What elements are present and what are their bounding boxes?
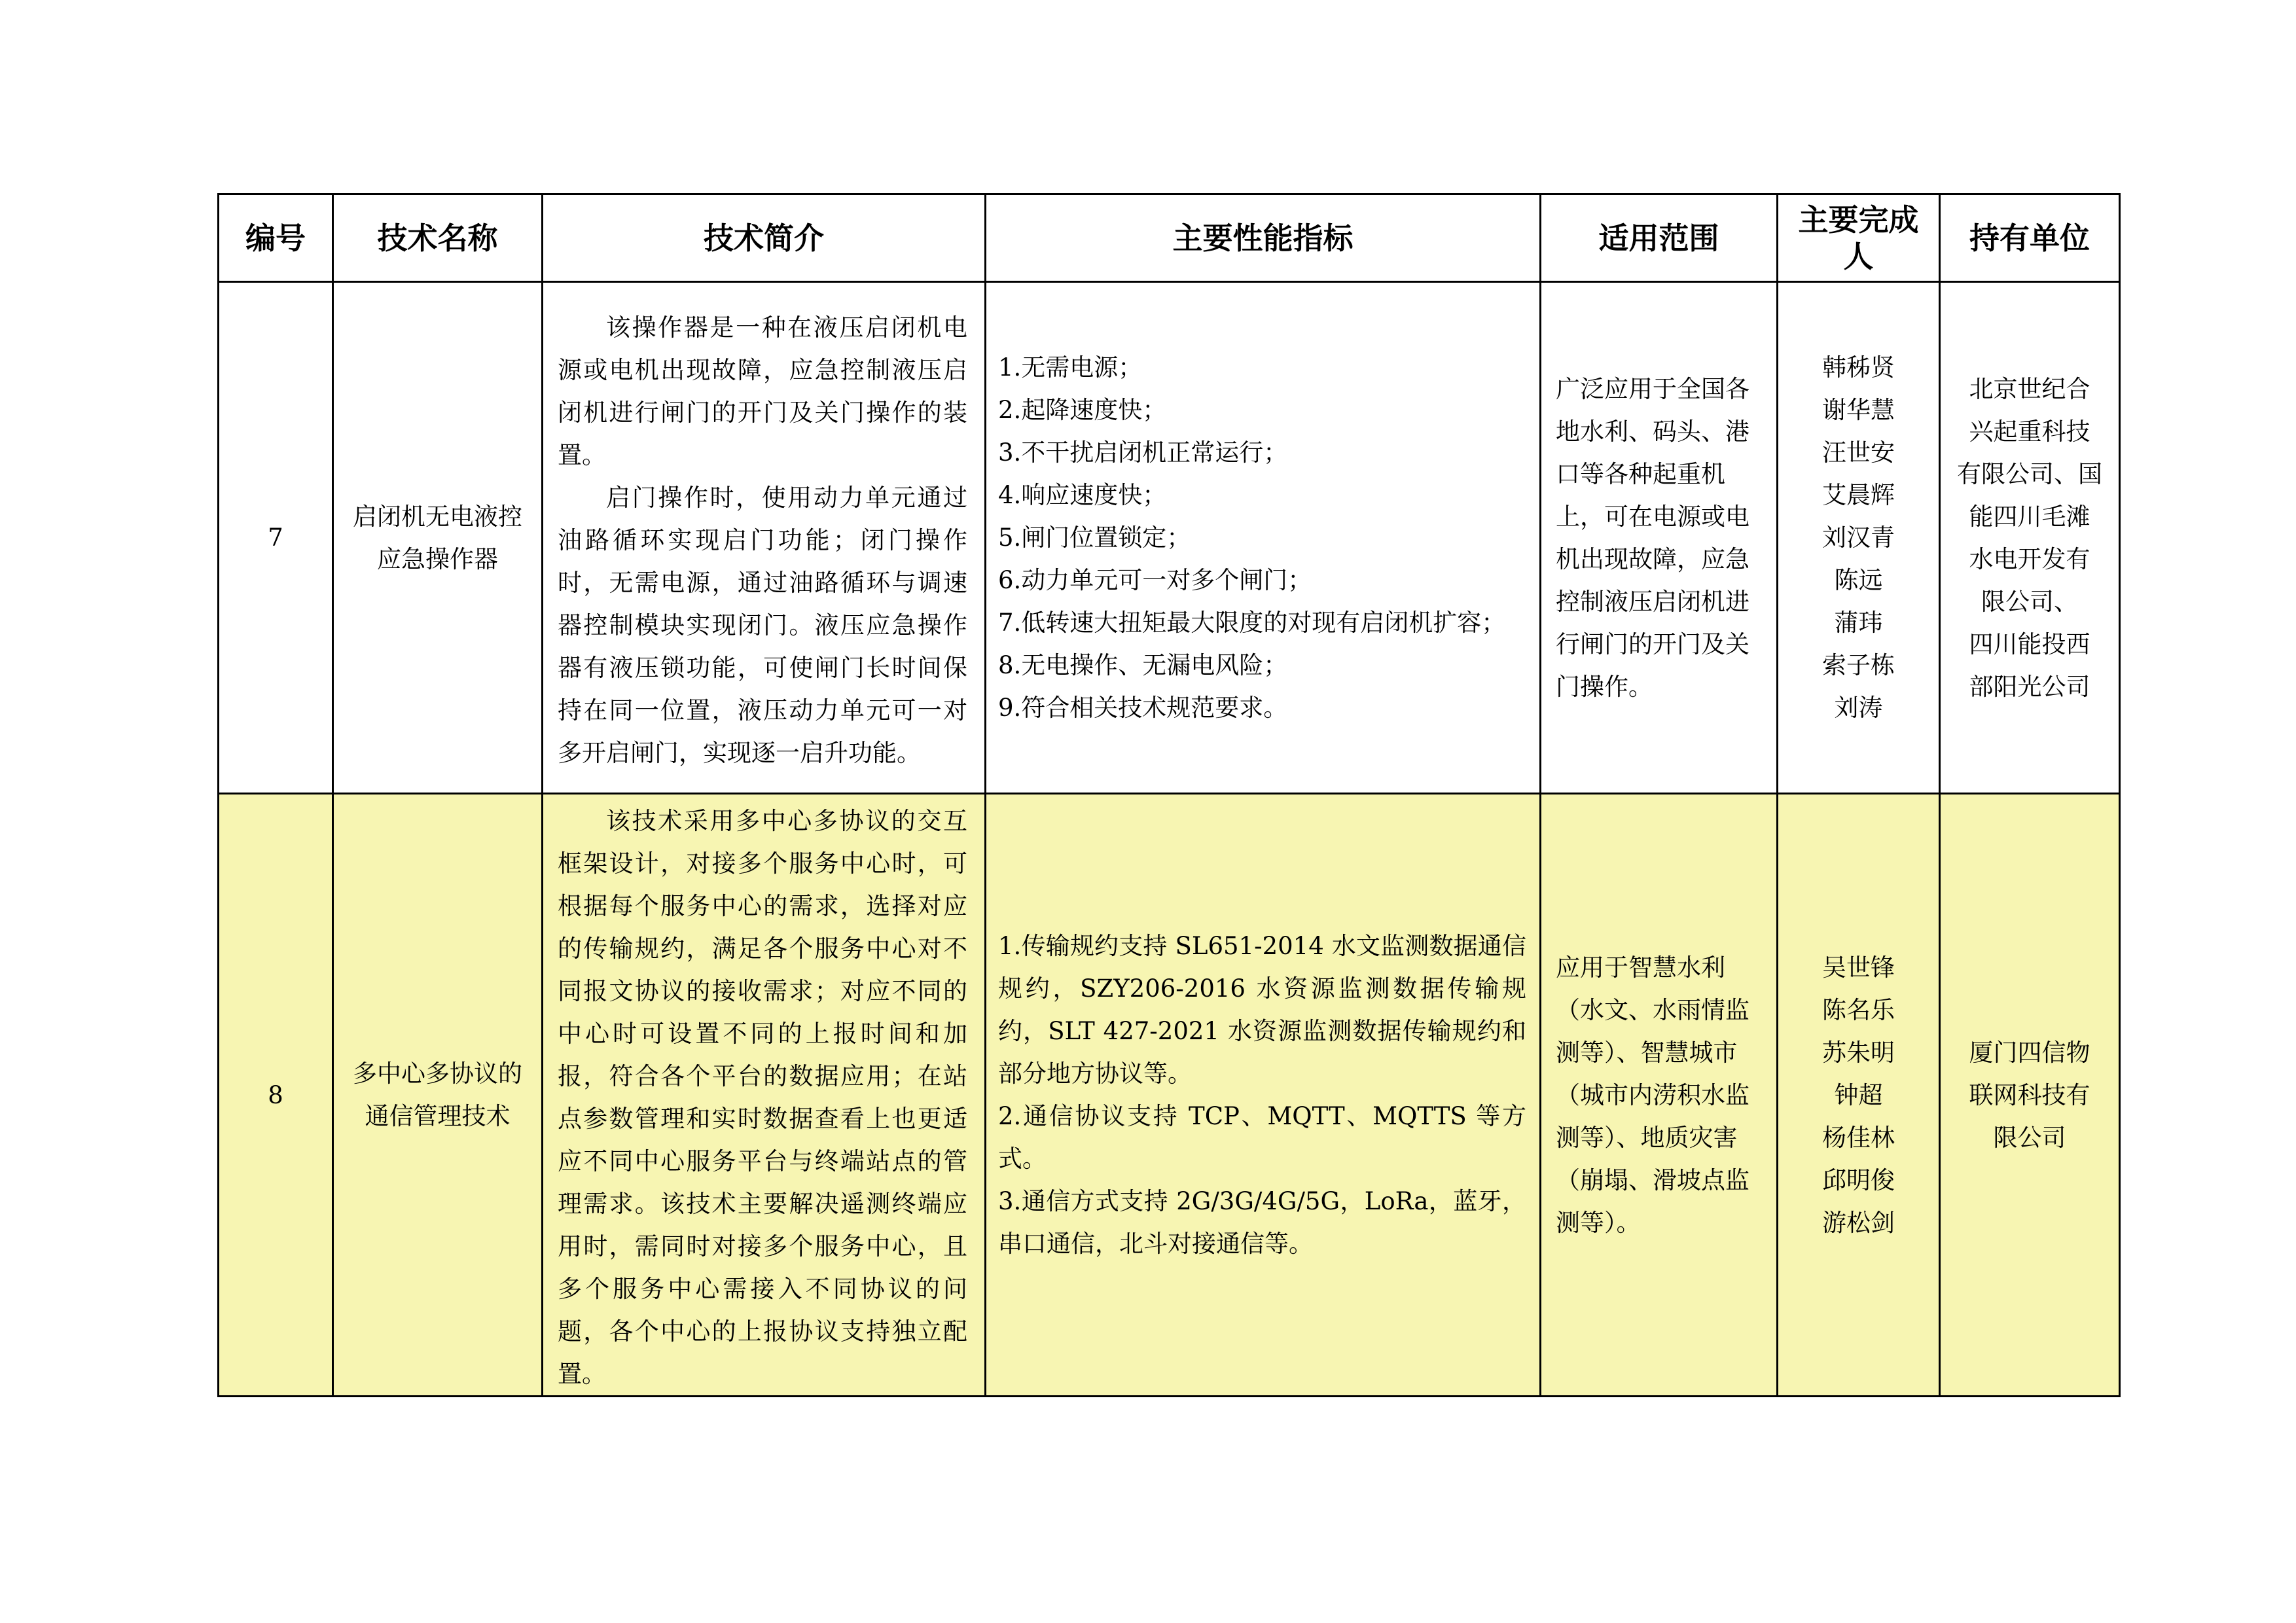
unit-line: 厦门四信物 (1969, 1038, 2090, 1067)
cell-unit (1940, 282, 2120, 794)
unit-line: 兴起重科技 (1969, 417, 2090, 446)
person-name: 索子栋 (1822, 651, 1895, 679)
cell-persons (1778, 282, 1940, 794)
header-tech-name: 技术名称 (333, 194, 543, 282)
performance-item: 8.无电操作、无漏电风险； (998, 651, 1288, 679)
person-name: 汪世安 (1822, 438, 1895, 467)
performance-item: 1.传输规约支持 SL651-2014 水文监测数据通信规约，SZY206-2016 水资源监测数据传输规约，SLT 427-2021 水资源监测数据传输规约和部分地方协议等。 (998, 932, 1526, 1088)
unit-line: 限公司 (1993, 1123, 2066, 1152)
table-row (219, 282, 2120, 794)
cell-tech-name (333, 282, 543, 794)
header-tech-intro: 技术简介 (543, 194, 986, 282)
table-header-row (219, 194, 2120, 282)
performance-item: 3.不干扰启闭机正常运行； (998, 438, 1288, 467)
unit-line: 能四川毛滩 (1969, 502, 2090, 531)
unit-line: 四川能投西 (1969, 630, 2090, 658)
unit-line: 水电开发有 (1969, 544, 2090, 573)
scope-text: 广泛应用于全国各地水利、码头、港口等各种起重机上，可在电源或电机出现故障，应急控制液压启闭机进行闸门的开门及关门操作。 (1556, 374, 1749, 701)
person-name: 吴世锋 (1822, 953, 1895, 982)
person-name: 陈名乐 (1822, 995, 1895, 1024)
header-persons: 主要完成人 (1778, 194, 1940, 282)
performance-item: 1.无需电源； (998, 353, 1143, 382)
cell-performance (986, 282, 1541, 794)
unit-line: 北京世纪合 (1969, 374, 2090, 403)
performance-item: 4.响应速度快； (998, 481, 1167, 509)
unit-line: 部阳光公司 (1969, 672, 2090, 701)
person-name: 陈远 (1834, 566, 1883, 594)
unit-line: 有限公司、国 (1957, 459, 2102, 488)
cell-number: 7 (219, 282, 333, 794)
cell-persons (1778, 794, 1940, 1397)
cell-performance (986, 794, 1541, 1397)
person-name: 韩秭贤 (1822, 353, 1895, 382)
person-name: 苏朱明 (1822, 1038, 1895, 1067)
performance-item: 3.通信方式支持 2G/3G/4G/5G，LoRa，蓝牙，串口通信，北斗对接通信等。 (998, 1187, 1526, 1258)
intro-paragraph: 该操作器是一种在液压启闭机电源或电机出现故障，应急控制液压启闭机进行闸门的开门及关门操作的装置。 (558, 313, 967, 469)
intro-paragraph: 启门操作时，使用动力单元通过油路循环实现启门功能；闭门操作时，无需电源，通过油路循环与调速器控制模块实现闭门。液压应急操作器有液压锁功能，可使闸门长时间保持在同一位置，液压动力单元可一对多开启闸门，实现逐一启升功能。 (558, 484, 967, 767)
cell-tech-name (333, 794, 543, 1397)
person-name: 艾晨辉 (1822, 481, 1895, 509)
tech-name-text: 启闭机无电液控应急操作器 (353, 502, 522, 573)
scope-text: 应用于智慧水利（水文、水雨情监测等）、智慧城市（城市内涝积水监测等）、地质灾害（崩塌、滑坡点监测等）。 (1556, 953, 1749, 1237)
performance-item: 7.低转速大扭矩最大限度的对现有启闭机扩容； (998, 609, 1506, 637)
person-name: 谢华慧 (1822, 396, 1895, 424)
person-name: 游松剑 (1822, 1208, 1895, 1237)
performance-item: 2.通信协议支持 TCP、MQTT、MQTTS 等方式。 (998, 1102, 1526, 1173)
header-scope: 适用范围 (1541, 194, 1778, 282)
tech-name-text: 多中心多协议的通信管理技术 (353, 1060, 522, 1130)
header-unit: 持有单位 (1940, 194, 2120, 282)
technology-table (217, 193, 2121, 1397)
cell-scope (1541, 282, 1778, 794)
person-name: 刘涛 (1834, 694, 1883, 722)
table-row (219, 794, 2120, 1397)
performance-item: 2.起降速度快； (998, 396, 1167, 424)
cell-tech-intro (543, 794, 986, 1397)
performance-item: 6.动力单元可一对多个闸门； (998, 566, 1312, 594)
cell-scope (1541, 794, 1778, 1397)
header-number: 编号 (219, 194, 333, 282)
header-performance: 主要性能指标 (986, 194, 1541, 282)
person-name: 刘汉青 (1822, 524, 1895, 552)
person-name: 杨佳林 (1822, 1123, 1895, 1152)
cell-tech-intro (543, 282, 986, 794)
person-name: 钟超 (1834, 1080, 1883, 1109)
performance-item: 9.符合相关技术规范要求。 (998, 694, 1288, 722)
unit-line: 联网科技有 (1969, 1080, 2090, 1109)
person-name: 邱明俊 (1822, 1166, 1895, 1194)
unit-line: 限公司、 (1981, 587, 2078, 616)
cell-unit (1940, 794, 2120, 1397)
cell-number: 8 (219, 794, 333, 1397)
performance-item: 5.闸门位置锁定； (998, 524, 1191, 552)
intro-paragraph: 该技术采用多中心多协议的交互框架设计，对接多个服务中心时，可根据每个服务中心的需求，选择对应的传输规约，满足各个服务中心对不同报文协议的接收需求；对应不同的中心时可设置不同的上报时间和加报，符合各个平台的数据应用；在站点参数管理和实时数据查看上也更适应不同中心服务平台与终端站点的管理需求。该技术主要解决遥测终端应用时，需同时对接多个服务中心，且多个服务中心需接入不同协议的问题，各个中心的上报协议支持独立配置。 (558, 807, 967, 1388)
person-name: 蒲玮 (1834, 609, 1883, 637)
